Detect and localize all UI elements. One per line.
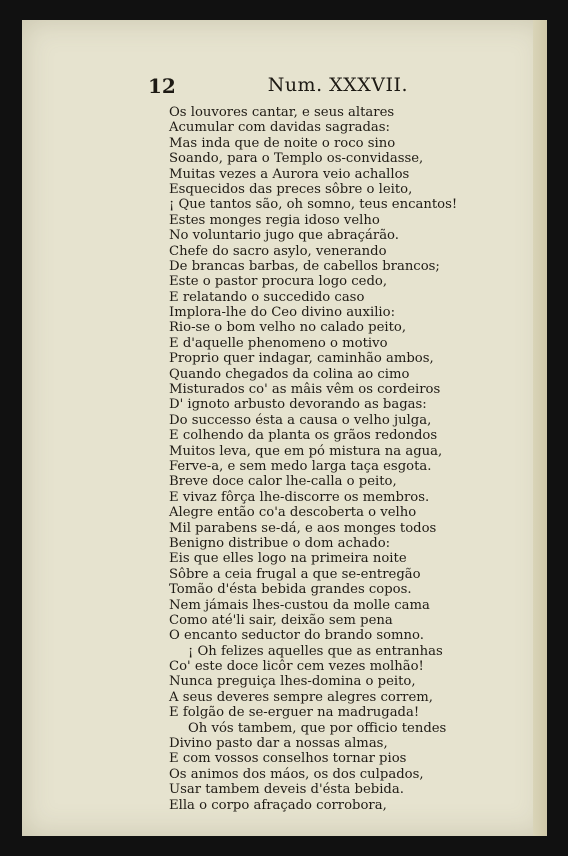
poem-line: Ella o corpo afraçado corrobora, [169, 797, 387, 813]
poem-line: E com vossos conselhos tornar pios [169, 751, 407, 767]
poem-line: Do successo ésta a causa o velho julga, [169, 412, 432, 428]
poem-line: Quando chegados da colina ao cimo [169, 366, 410, 382]
poem-line: Rio-se o bom velho no calado peito, [169, 320, 407, 336]
poem-line: Mas inda que de noite o roco sino [169, 135, 396, 151]
poem-line: Sôbre a ceia frugal a que se-entregão [169, 566, 421, 582]
poem-line: Implora-lhe do Ceo divino auxilio: [169, 305, 396, 321]
poem-line: E d'aquelle phenomeno o motivo [169, 335, 388, 351]
poem-line: Muitas vezes a Aurora veio achallos [169, 166, 410, 182]
poem-line: A seus deveres sempre alegres correm, [169, 689, 433, 705]
issue-number: Num. XXXVII. [267, 74, 408, 96]
poem-line: Os animos dos máos, os dos culpados, [169, 766, 424, 782]
poem-line: D' ignoto arbusto devorando as bagas: [169, 397, 427, 413]
poem-line: Co' este doce licôr cem vezes molhão! [169, 659, 424, 675]
poem-line: E relatando o succedido caso [169, 289, 365, 305]
poem-line: Breve doce calor lhe-calla o peito, [169, 474, 397, 490]
poem-text [169, 105, 457, 813]
poem-line: Muitos leva, que em pó mistura na agua, [169, 443, 443, 459]
poem-line: E folgão de se-erguer na madrugada! [169, 705, 420, 721]
poem-line: Usar tambem deveis d'ésta bebida. [169, 782, 404, 798]
poem-line: Eis que elles logo na primeira noite [169, 551, 407, 567]
page-edge [533, 20, 547, 836]
poem-line: Chefe do sacro asylo, venerando [169, 243, 387, 259]
poem-line: Divino pasto dar a nossas almas, [169, 736, 388, 752]
poem-line: ¡ Oh felizes aquelles que as entranhas [188, 643, 443, 659]
poem-line: Estes monges regia idoso velho [169, 212, 380, 228]
poem-line: Esquecidos das preces sôbre o leito, [169, 181, 413, 197]
poem-line: Acumular com davidas sagradas: [169, 120, 390, 136]
poem-line: Proprio quer indagar, caminhão ambos, [169, 351, 434, 367]
poem-line: E vivaz fôrça lhe-discorre os membros. [169, 489, 430, 505]
poem-line: Este o pastor procura logo cedo, [169, 274, 388, 290]
poem-line: Misturados co' as mâis vêm os cordeiros [169, 382, 441, 398]
poem-line: ¡ Que tantos são, oh somno, teus encantos! [169, 197, 458, 213]
poem-line: Ferve-a, e sem medo larga taça esgota. [169, 458, 432, 474]
poem-line: No voluntario jugo que abraçárão. [169, 228, 399, 244]
poem-line: Benigno distribue o dom achado: [169, 535, 391, 551]
poem-line: Mil parabens se-dá, e aos monges todos [169, 520, 437, 536]
poem-line: Oh vós tambem, que por officio tendes [188, 720, 447, 736]
page-number: 12 [148, 74, 176, 98]
page-header [148, 74, 408, 100]
poem-line: O encanto seductor do brando somno. [169, 628, 424, 644]
poem-line: Alegre então co'a descoberta o velho [169, 505, 417, 521]
poem-line: Nem jámais lhes-custou da molle cama [169, 597, 430, 613]
poem-line: E colhendo da planta os grãos redondos [169, 428, 438, 444]
poem-line: Nunca preguiça lhes-domina o peito, [169, 674, 416, 690]
poem-line: Como até'li sair, deixão sem pena [169, 612, 393, 628]
poem-line: Os louvores cantar, e seus altares [169, 105, 395, 120]
poem-line: Tomão d'ésta bebida grandes copos. [169, 582, 412, 598]
poem-line: Soando, para o Templo os-convidasse, [169, 151, 424, 167]
poem-line: De brancas barbas, de cabellos brancos; [169, 258, 440, 274]
